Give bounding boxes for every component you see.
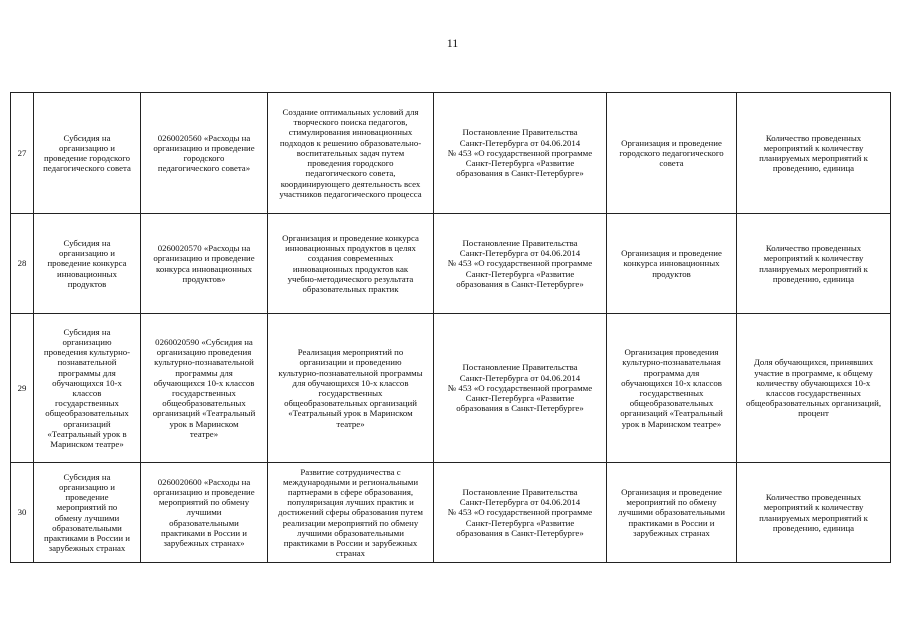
goal-cell: Развитие сотрудничества с международными и региональными партнерами в сфере образования, популяризация лучших практик и достижений сферы образования путем реализации мероприятий по обмену лучшими образовательными практиками в России и зарубежных странах: [268, 463, 434, 563]
indicator-cell: Доля обучающихся, принявших участие в программе, к общему количеству обучающихся 10-х классов государственных общеобразовательных организаций, процент: [737, 314, 891, 463]
event-cell: Организация проведения культурно-познавательная программа для обучающихся 10-х классов государственных общеобразовательных организаций «Театральный урок в Маринском театре»: [607, 314, 737, 463]
budget-code-cell: 0260020570 «Расходы на организацию и проведение конкурса инновационных продуктов»: [141, 214, 268, 314]
goal-cell: Реализация мероприятий по организации и проведению культурно-познавательной программы для обучающихся 10-х классов государственных общеобразовательных организаций «Театральный урок в Маринском театре»: [268, 314, 434, 463]
budget-code-cell: 0260020590 «Субсидия на организацию проведения культурно-познавательной программы для обучающихся 10-х классов государственных общеобразовательных организаций «Театральный урок в Маринском театре»: [141, 314, 268, 463]
budget-code-cell: 0260020600 «Расходы на организацию и проведение мероприятий по обмену лучшими образовательными практиками в России и зарубежных странах»: [141, 463, 268, 563]
event-cell: Организация и проведение мероприятий по обмену лучшими образовательными практиками в России и зарубежных странах: [607, 463, 737, 563]
goal-cell: Создание оптимальных условий для творческого поиска педагогов, стимулирования инновационных подходов к решению образовательно- воспитательных задач путем проведения городского педагогического совета, координирующего деятельность всех участников педагогического процесса: [268, 93, 434, 214]
page-number: 11: [446, 36, 459, 50]
event-cell: Организация и проведение городского педагогического совета: [607, 93, 737, 214]
row-number: 30: [11, 463, 34, 563]
legal-act-cell: Постановление Правительства Санкт-Петербурга от 04.06.2014 № 453 «О государственной программе Санкт-Петербурга «Развитие образования в Санкт-Петербурге»: [434, 93, 607, 214]
row-number: 27: [11, 93, 34, 214]
legal-act-cell: Постановление Правительства Санкт-Петербурга от 04.06.2014 № 453 «О государственной программе Санкт-Петербурга «Развитие образования в Санкт-Петербурге»: [434, 214, 607, 314]
subsidy-name-cell: Субсидия на организацию и проведение мероприятий по обмену лучшими образовательными практиками в России и зарубежных странах: [34, 463, 141, 563]
table-row: [11, 463, 891, 563]
goal-cell: Организация и проведение конкурса инновационных продуктов в целях создания современных инновационных продуктов как учебно-методического результата образовательных практик: [268, 214, 434, 314]
table-row: [11, 93, 891, 214]
indicator-cell: Количество проведенных мероприятий к количеству планируемых мероприятий к проведению, единица: [737, 214, 891, 314]
row-number: 29: [11, 314, 34, 463]
subsidy-name-cell: Субсидия на организацию и проведение конкурса инновационных продуктов: [34, 214, 141, 314]
indicator-cell: Количество проведенных мероприятий к количеству планируемых мероприятий к проведению, единица: [737, 463, 891, 563]
row-number: 28: [11, 214, 34, 314]
legal-act-cell: Постановление Правительства Санкт-Петербурга от 04.06.2014 № 453 «О государственной программе Санкт-Петербурга «Развитие образования в Санкт-Петербурге»: [434, 463, 607, 563]
subsidy-table: [10, 92, 891, 563]
legal-act-cell: Постановление Правительства Санкт-Петербурга от 04.06.2014 № 453 «О государственной программе Санкт-Петербурга «Развитие образования в Санкт-Петербурге»: [434, 314, 607, 463]
subsidy-name-cell: Субсидия на организацию проведения культурно- познавательной программы для обучающихся 10-х классов государственных общеобразовательных организаций «Театральный урок в Маринском театре»: [34, 314, 141, 463]
table-row: [11, 214, 891, 314]
budget-code-cell: 0260020560 «Расходы на организацию и проведение городского педагогического совета»: [141, 93, 268, 214]
event-cell: Организация и проведение конкурса инновационных продуктов: [607, 214, 737, 314]
table-row: [11, 314, 891, 463]
indicator-cell: Количество проведенных мероприятий к количеству планируемых мероприятий к проведению, единица: [737, 93, 891, 214]
subsidy-name-cell: Субсидия на организацию и проведение городского педагогического совета: [34, 93, 141, 214]
